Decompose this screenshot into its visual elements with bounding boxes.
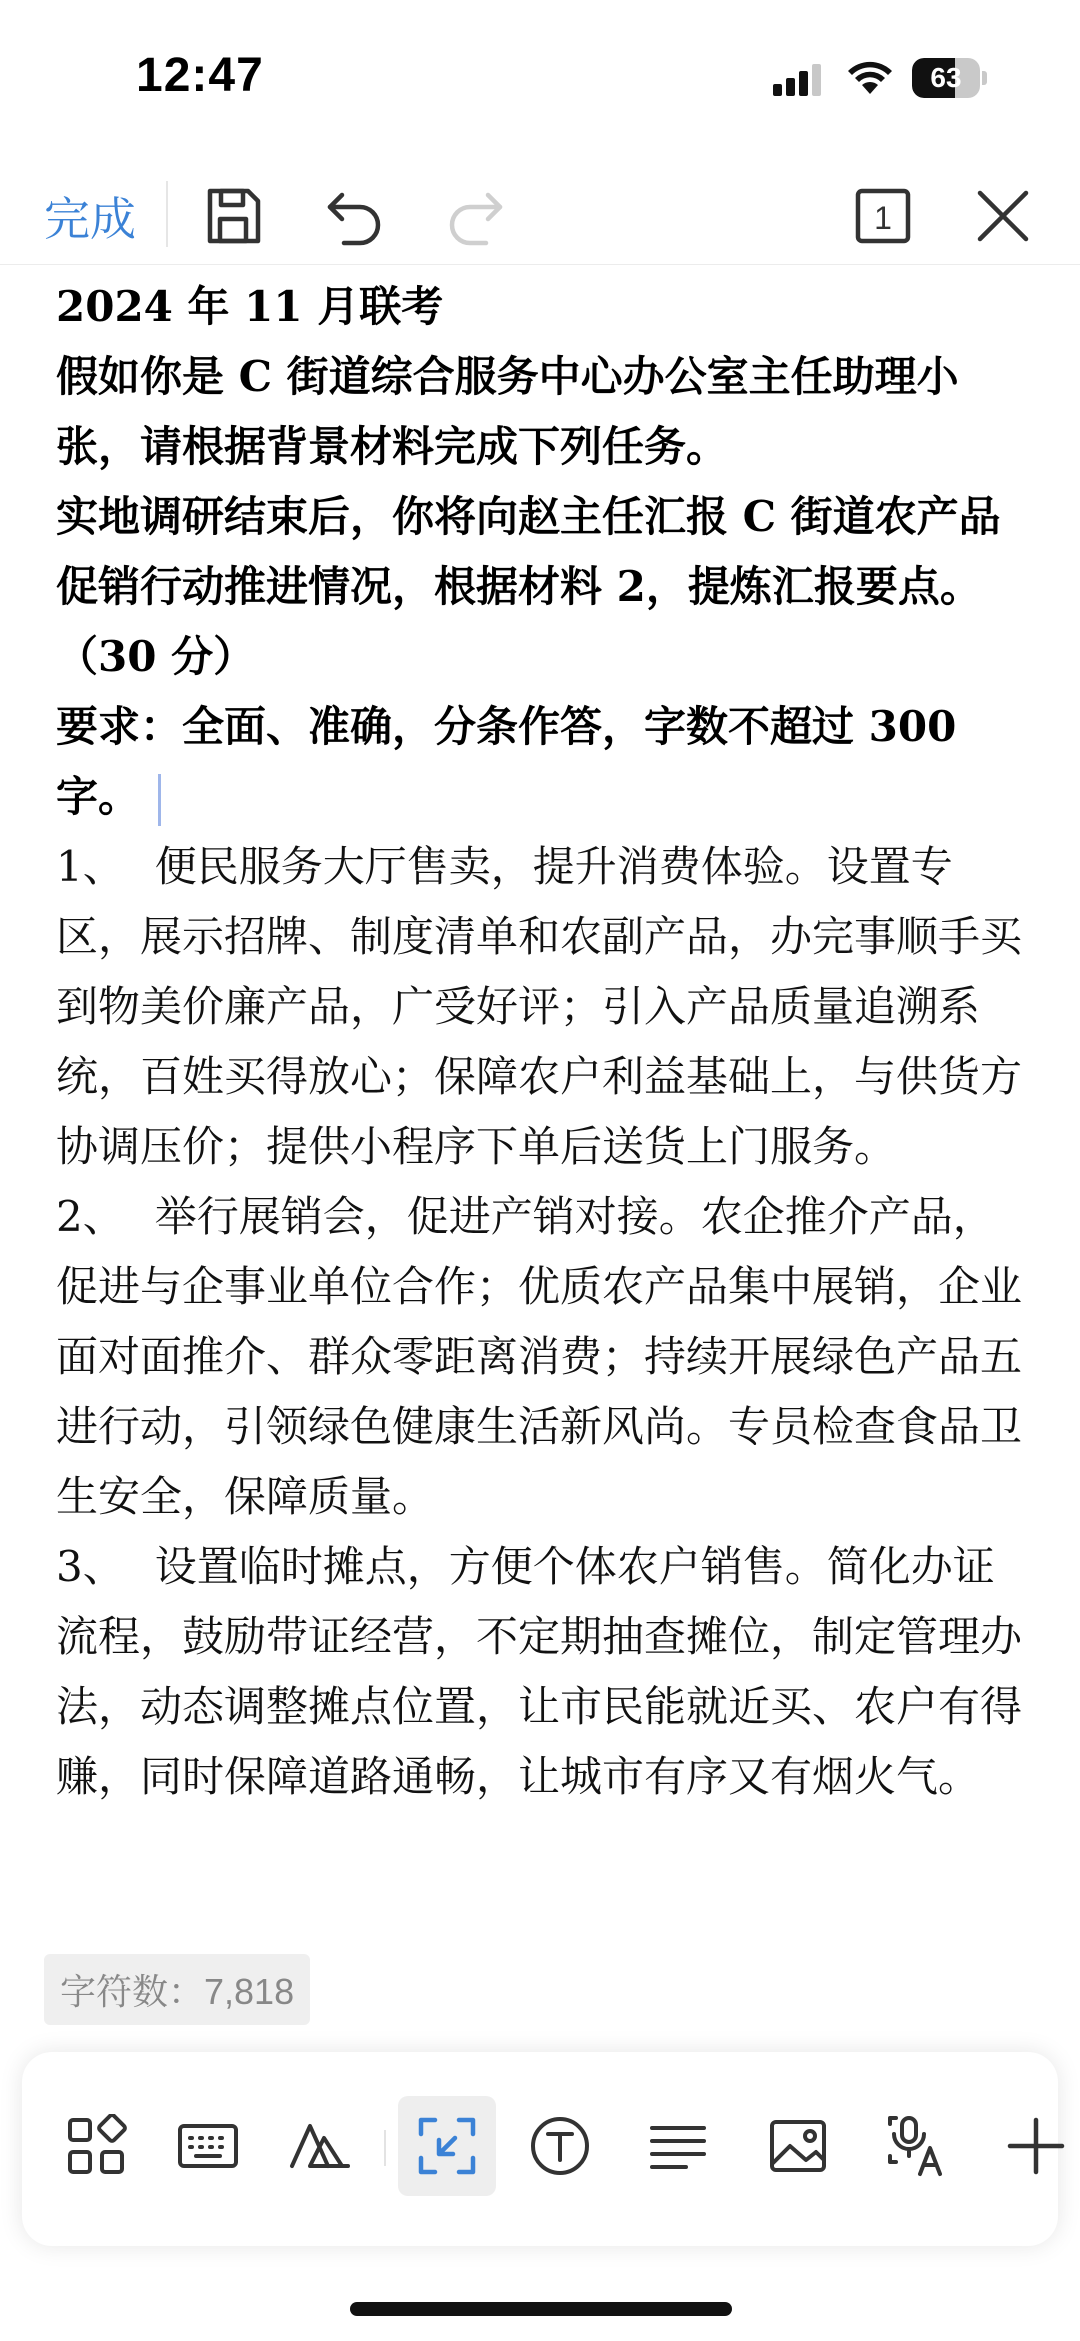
voice-translate-icon[interactable] xyxy=(884,2114,948,2178)
battery-level: 63 xyxy=(930,62,962,93)
battery-icon xyxy=(912,58,986,98)
text-cursor xyxy=(158,774,161,826)
bottom-toolbar xyxy=(22,2052,1058,2246)
status-time: 12:47 xyxy=(136,49,264,102)
close-icon[interactable] xyxy=(968,181,1038,251)
align-icon[interactable] xyxy=(646,2114,710,2178)
item-text: 设置临时摊点，方便个体农户销售。简化办证流程，鼓励带证经营，不定期抽查摊位，制定管理办法，动态调整摊点位置，让市民能就近买、农户有得赚，同时保障道路通畅，让城市有序又有烟火气。 xyxy=(56,1542,1023,1801)
answer-item xyxy=(56,1182,1026,1532)
item-number: 2、 xyxy=(56,1192,125,1241)
save-icon[interactable] xyxy=(198,181,268,251)
item-number: 3、 xyxy=(56,1542,125,1591)
character-count: 字符数：7,818 xyxy=(44,1954,310,2025)
undo-icon[interactable] xyxy=(320,181,390,251)
add-icon[interactable] xyxy=(1004,2114,1068,2178)
keyboard-icon[interactable] xyxy=(176,2114,240,2178)
home-indicator xyxy=(350,2302,732,2316)
item-text: 举行展销会，促进产销对接。农企推介产品，促进与企事业单位合作；优质农产品集中展销，企业面对面推介、群众零距离消费；持续开展绿色产品五进行动，引领绿色健康生活新风尚。专员检查食品卫生安全，保障质量。 xyxy=(56,1192,1023,1521)
question-block xyxy=(56,272,1026,832)
toolbar-divider xyxy=(166,181,168,247)
text-insert-icon[interactable] xyxy=(528,2114,592,2178)
item-text: 便民服务大厅售卖，提升消费体验。设置专区，展示招牌、制度清单和农副产品，办完事顺手买到物美价廉产品，广受好评；引入产品质量追溯系统，百姓买得放心；保障农户利益基础上，与供货方协调压价；提供小程序下单后送货上门服务。 xyxy=(56,842,1023,1171)
redo-icon[interactable] xyxy=(440,181,510,251)
doc-heading: 2024 年 11 月联考 xyxy=(56,282,444,331)
select-area-icon[interactable] xyxy=(398,2096,496,2196)
page-count-icon[interactable] xyxy=(848,181,918,251)
page-count: 1 xyxy=(874,200,892,236)
wifi-icon xyxy=(846,58,894,96)
document-body[interactable] xyxy=(56,272,1026,1812)
toolbar-divider xyxy=(384,2130,386,2166)
doc-paragraph: 假如你是 C 街道综合服务中心办公室主任助理小张，请根据背景材料完成下列任务。 xyxy=(56,352,959,471)
cellular-signal-icon xyxy=(773,62,831,96)
done-button[interactable]: 完成 xyxy=(44,183,136,249)
text-style-icon[interactable] xyxy=(288,2114,352,2178)
apps-grid-icon[interactable] xyxy=(64,2114,128,2178)
item-number: 1、 xyxy=(56,842,125,891)
status-bar xyxy=(0,0,1080,160)
answer-item xyxy=(56,832,1026,1182)
doc-paragraph: 要求：全面、准确，分条作答，字数不超过 300 字。 xyxy=(56,692,1026,832)
editor-toolbar xyxy=(0,165,1080,265)
image-icon[interactable] xyxy=(766,2114,830,2178)
doc-paragraph: 实地调研结束后，你将向赵主任汇报 C 街道农产品促销行动推进情况，根据材料 2，提炼汇报要点。（30 分） xyxy=(56,492,1001,681)
answer-item xyxy=(56,1532,1026,1812)
